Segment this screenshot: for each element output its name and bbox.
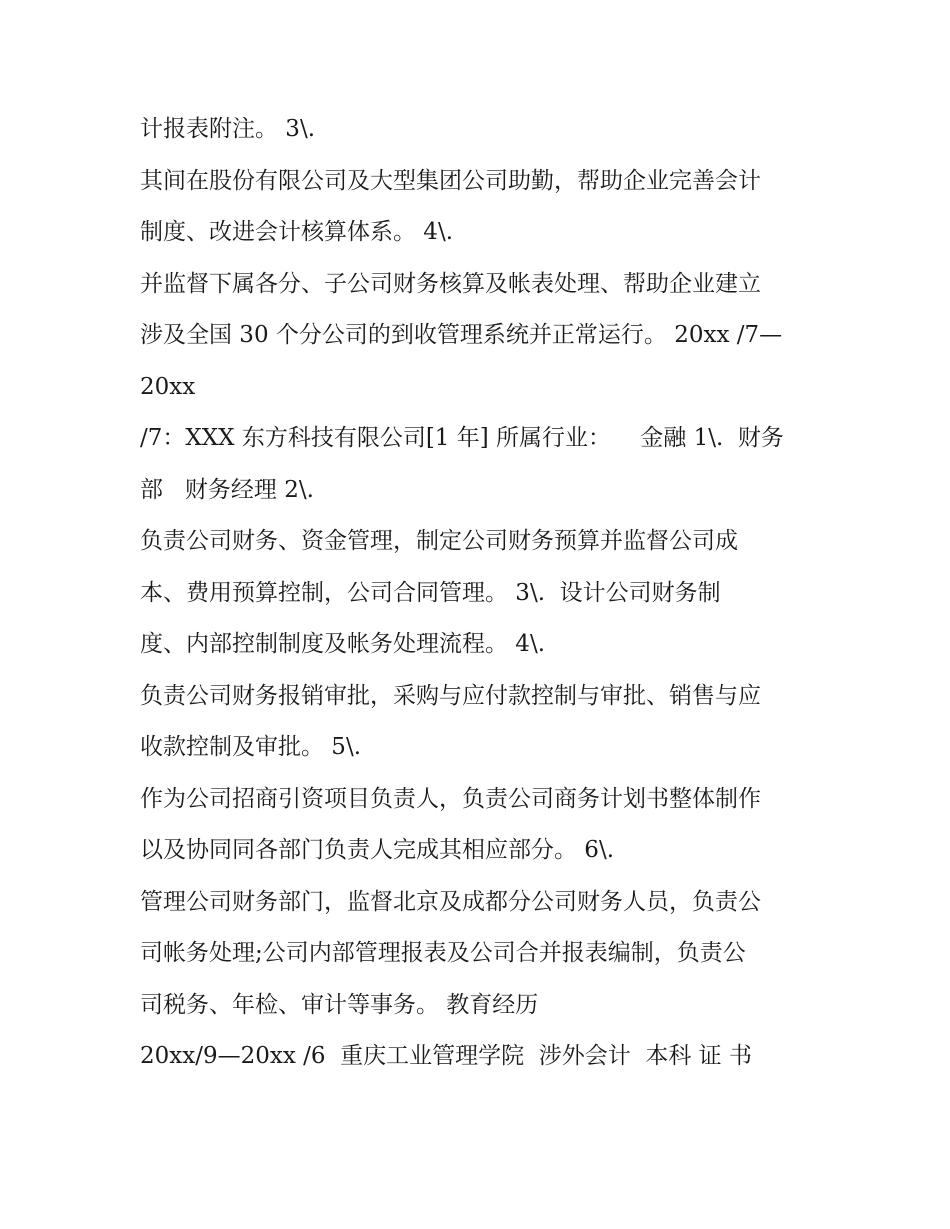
text-line: 制度、改进会计核算体系。 4\.: [140, 219, 454, 245]
text-line: /7：XXX 东方科技有限公司[1 年] 所属行业： 金融 1\. 财务: [140, 425, 784, 451]
text-line: 以及协同同各部门负责人完成其相应部分。 6\.: [140, 837, 615, 863]
text-line: 本、费用预算控制，公司合同管理。 3\. 设计公司财务制: [140, 579, 721, 606]
text-line: 20xx/9—20xx /6 重庆工业管理学院 涉外会计 本科 证 书: [140, 1043, 752, 1069]
text-line: 计报表附注。 3\.: [140, 116, 316, 142]
text-line: 部 财务经理 2\.: [140, 476, 314, 503]
text-line: 涉及全国 30 个分公司的到收管理系统并正常运行。 20xx /7—: [140, 322, 783, 348]
document-body: [140, 104, 830, 1083]
text-line: 20xx: [140, 373, 196, 400]
text-line: 作为公司招商引资项目负责人，负责公司商务计划书整体制作: [140, 785, 761, 812]
text-line: 并监督下属各分、子公司财务核算及帐表处理、帮助企业建立: [140, 270, 761, 297]
text-line: 负责公司财务报销审批，采购与应付款控制与审批、销售与应: [140, 682, 761, 709]
text-line: 负责公司财务、资金管理，制定公司财务预算并监督公司成: [140, 528, 738, 554]
text-line: 收款控制及审批。 5\.: [140, 734, 362, 760]
text-line: 管理公司财务部门，监督北京及成都分公司财务人员，负责公: [140, 888, 761, 915]
text-line: 司帐务处理;公司内部管理报表及公司合并报表编制，负责公: [140, 940, 746, 966]
text-line: 度、内部控制制度及帐务处理流程。 4\.: [140, 631, 546, 657]
text-line: 其间在股份有限公司及大型集团公司助勤，帮助企业完善会计: [140, 167, 761, 194]
text-line: 司税务、年检、审计等事务。 教育经历: [140, 991, 539, 1018]
